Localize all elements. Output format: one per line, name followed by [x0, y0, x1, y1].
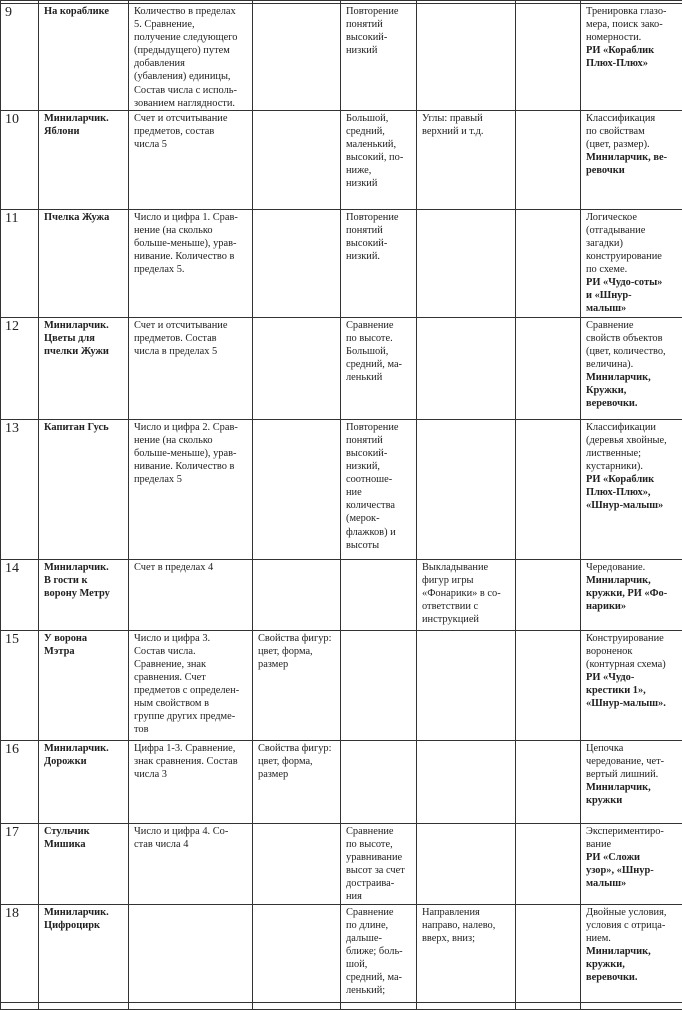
time-cell [516, 630, 581, 740]
activity-materials: РИ «Чудо- крестики 1», «Шнур-малыш». [586, 671, 679, 710]
lesson-number: 9 [1, 4, 39, 111]
lesson-number: 17 [1, 823, 39, 904]
activity-description: Классификация по свойствам (цвет, размер). [586, 113, 655, 150]
activity-description: Классификации (деревья хвойные, лиственные; кустарники). [586, 422, 667, 472]
orientation-cell: Углы: правый верхний и т.д. [417, 110, 516, 209]
table-row [1, 209, 682, 317]
orientation-cell [417, 823, 516, 904]
time-cell [516, 209, 581, 317]
lesson-title: Стульчик Мишика [39, 823, 129, 904]
activity-materials: РИ «Кораблик Плюх-Плюх» [586, 44, 679, 70]
size-cell: Сравнение по высоте. Большой, средний, ма- ленький [341, 317, 417, 419]
math-content-cell: Число и цифра 1. Срав- нение (на сколько больше-меньше), урав- нивание. Количество в пределах 5. [129, 209, 253, 317]
logic-activity-cell [581, 317, 682, 419]
activity-description: Конструирование вороненок (контурная схема) [586, 633, 666, 670]
size-cell: Повторение понятий высокий- низкий. [341, 209, 417, 317]
orientation-cell: Выкладывание фигур игры «Фонарики» в со- ответствии с инструкцией [417, 559, 516, 630]
activity-materials: Миниларчик, Кружки, веревочки. [586, 371, 679, 410]
activity-description: Чередование. [586, 562, 645, 573]
activity-materials: Миниларчик, кружки, РИ «Фо- нарики» [586, 574, 679, 613]
table-row [1, 4, 682, 111]
lesson-title: У ворона Мэтра [39, 630, 129, 740]
size-cell: Сравнение по высоте, уравнивание высот за счет достраива- ния [341, 823, 417, 904]
orientation-cell [417, 4, 516, 111]
logic-activity-cell [581, 209, 682, 317]
activity-description: Сравнение свойств объектов (цвет, количество, величина). [586, 320, 666, 370]
table-row [1, 317, 682, 419]
activity-description: Логическое (отгадывание загадки) конструирование по схеме. [586, 212, 662, 275]
orientation-cell: Направления направо, налево, вверх, вниз; [417, 904, 516, 1002]
lesson-number: 18 [1, 904, 39, 1002]
activity-description: Цепочка чередование, чет- вертый лишний. [586, 743, 664, 780]
shapes-cell [253, 317, 341, 419]
orientation-cell [417, 419, 516, 559]
math-content-cell: Число и цифра 3. Состав числа. Сравнение, знак сравнения. Счет предметов с определен- ным свойством в группе других предме- тов [129, 630, 253, 740]
table-row [1, 904, 682, 1002]
math-content-cell: Число и цифра 2. Срав- нение (на сколько больше-меньше), урав- нивание. Количество в пределах 5 [129, 419, 253, 559]
activity-description: Экспериментиро- вание [586, 826, 664, 850]
time-cell [516, 904, 581, 1002]
size-cell: Повторение понятий высокий- низкий [341, 4, 417, 111]
activity-materials: Миниларчик, ве- ревочки [586, 151, 679, 177]
shapes-cell [253, 559, 341, 630]
lesson-number: 13 [1, 419, 39, 559]
math-content-cell: Счет в пределах 4 [129, 559, 253, 630]
math-content-cell: Счет и отсчитывание предметов, состав числа 5 [129, 110, 253, 209]
size-cell [341, 630, 417, 740]
orientation-cell [417, 209, 516, 317]
time-cell [516, 740, 581, 823]
logic-activity-cell [581, 904, 682, 1002]
lesson-number: 14 [1, 559, 39, 630]
time-cell [516, 317, 581, 419]
time-cell [516, 823, 581, 904]
lesson-title: На кораблике [39, 4, 129, 111]
shapes-cell [253, 904, 341, 1002]
size-cell [341, 740, 417, 823]
table-row [1, 823, 682, 904]
table-row [1, 559, 682, 630]
table-row [1, 740, 682, 823]
table-row [1, 110, 682, 209]
time-cell [516, 419, 581, 559]
shapes-cell: Свойства фигур: цвет, форма, размер [253, 740, 341, 823]
lesson-title: Пчелка Жужа [39, 209, 129, 317]
lesson-title: Миниларчик. Яблони [39, 110, 129, 209]
lesson-title: Миниларчик. Цветы для пчелки Жужи [39, 317, 129, 419]
lesson-title: Миниларчик. Цифроцирк [39, 904, 129, 1002]
activity-materials: РИ «Чудо-соты» и «Шнур- малыш» [586, 276, 679, 315]
logic-activity-cell [581, 823, 682, 904]
shapes-cell [253, 823, 341, 904]
math-content-cell: Число и цифра 4. Со- став числа 4 [129, 823, 253, 904]
logic-activity-cell [581, 559, 682, 630]
logic-activity-cell [581, 419, 682, 559]
table-row [1, 419, 682, 559]
logic-activity-cell [581, 630, 682, 740]
logic-activity-cell [581, 4, 682, 111]
activity-materials: Миниларчик, кружки, веревочки. [586, 945, 679, 984]
orientation-cell [417, 630, 516, 740]
size-cell [341, 559, 417, 630]
activity-materials: РИ «Кораблик Плюх-Плюх», «Шнур-малыш» [586, 473, 679, 512]
lesson-title: Капитан Гусь [39, 419, 129, 559]
lesson-number: 10 [1, 110, 39, 209]
lesson-number: 16 [1, 740, 39, 823]
activity-materials: Миниларчик, кружки [586, 781, 679, 807]
math-content-cell: Счет и отсчитывание предметов. Состав числа в пределах 5 [129, 317, 253, 419]
math-content-cell: Цифра 1-3. Сравнение, знак сравнения. Состав числа 3 [129, 740, 253, 823]
activity-materials: РИ «Сложи узор», «Шнур- малыш» [586, 851, 679, 890]
logic-activity-cell [581, 740, 682, 823]
table-row-partial-bottom [1, 1002, 682, 1009]
time-cell [516, 559, 581, 630]
shapes-cell [253, 419, 341, 559]
size-cell: Большой, средний, маленький, высокий, по- ниже, низкий [341, 110, 417, 209]
lesson-title: Миниларчик. Дорожки [39, 740, 129, 823]
shapes-cell [253, 209, 341, 317]
math-content-cell: Количество в пределах 5. Сравнение, получение следующего (предыдущего) путем добавления (убавления) единицы, Состав числа с исполь- зованием наглядности. [129, 4, 253, 111]
shapes-cell: Свойства фигур: цвет, форма, размер [253, 630, 341, 740]
orientation-cell [417, 317, 516, 419]
math-content-cell [129, 904, 253, 1002]
lesson-number: 12 [1, 317, 39, 419]
activity-description: Двойные условия, условия с отрица- нием. [586, 907, 666, 944]
logic-activity-cell [581, 110, 682, 209]
activity-description: Тренировка глазо- мера, поиск зако- номерности. [586, 6, 667, 43]
orientation-cell [417, 740, 516, 823]
shapes-cell [253, 4, 341, 111]
size-cell: Повторение понятий высокий- низкий, соотноше- ние количества (мерок- флажков) и высоты [341, 419, 417, 559]
table-row [1, 630, 682, 740]
lesson-number: 11 [1, 209, 39, 317]
shapes-cell [253, 110, 341, 209]
lesson-number: 15 [1, 630, 39, 740]
lesson-title: Миниларчик. В гости к ворону Метру [39, 559, 129, 630]
size-cell: Сравнение по длине, дальше- ближе; боль- шой, средний, ма- ленький; [341, 904, 417, 1002]
time-cell [516, 110, 581, 209]
time-cell [516, 4, 581, 111]
